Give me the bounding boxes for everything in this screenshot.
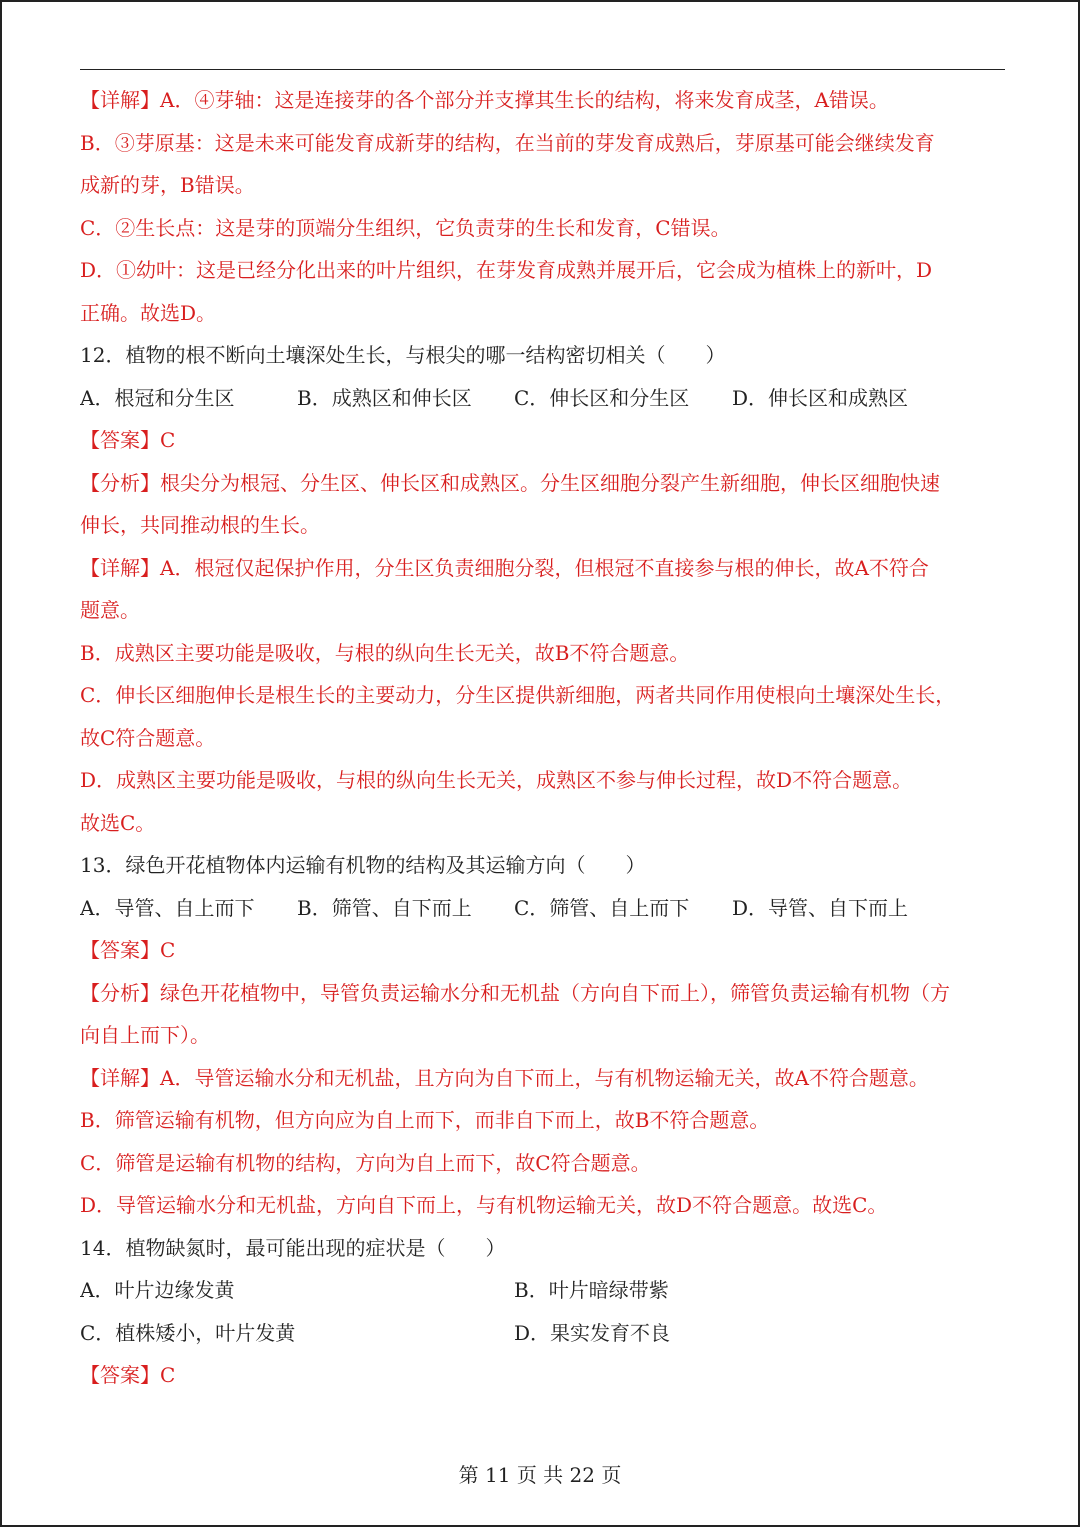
q13-analysis-line: 【分析】绿色开花植物中，导管负责运输水分和无机盐（方向自下而上），筛管负责运输有机物（方 [80, 980, 950, 1005]
q13-options [80, 887, 1005, 930]
q14-options-row-2 [80, 1312, 1005, 1355]
q12-stem: 12．植物的根不断向土壤深处生长，与根尖的哪一结构密切相关（ ） [80, 343, 726, 367]
q12-detail-line: 故C符合题意。 [80, 725, 216, 750]
page-number-footer: 第 11 页 共 22 页 [458, 1463, 622, 1487]
q12-answer: 【答案】C [80, 428, 176, 452]
q11-detail-line: B．③芽原基：这是未来可能发育成新芽的结构，在当前的芽发育成熟后，芽原基可能会继续发育 [80, 130, 935, 155]
q12-option-a: A．根冠和分生区 [80, 385, 235, 410]
header-rule [80, 69, 1005, 70]
q13-detail-line: 【详解】A．导管运输水分和无机盐，且方向为自下而上，与有机物运输无关，故A不符合题意。 [80, 1065, 929, 1090]
q12-detail-line: D．成熟区主要功能是吸收，与根的纵向生长无关，成熟区不参与伸长过程，故D不符合题意。 [80, 768, 913, 792]
q12-option-d: D．伸长区和成熟区 [732, 385, 909, 410]
q12-detail-line: C．伸长区细胞伸长是根生长的主要动力，分生区提供新细胞，两者共同作用使根向土壤深处生长， [80, 683, 956, 707]
q12-detail-line: 题意。 [80, 598, 140, 622]
q11-detail-line: 正确。故选D。 [80, 300, 217, 325]
q11-detail-line: C．②生长点：这是芽的顶端分生组织，它负责芽的生长和发育，C错误。 [80, 215, 731, 240]
q12-options [80, 377, 1005, 420]
q13-option-d: D．导管、自下而上 [732, 895, 909, 920]
q13-stem: 13．绿色开花植物体内运输有机物的结构及其运输方向（ ） [80, 853, 646, 877]
q13-detail-line: B．筛管运输有机物，但方向应为自上而下，而非自下而上，故B不符合题意。 [80, 1108, 770, 1132]
q14-options-row-1 [80, 1269, 1005, 1312]
q14-stem: 14．植物缺氮时，最可能出现的症状是（ ） [80, 1235, 506, 1260]
q13-answer: 【答案】C [80, 938, 176, 962]
q13-option-a: A．导管、自上而下 [80, 895, 255, 920]
q12-option-b: B．成熟区和伸长区 [297, 385, 472, 410]
q14-option-d: D．果实发育不良 [514, 1320, 671, 1345]
q11-detail-line: 【详解】A．④芽轴：这是连接芽的各个部分并支撑其生长的结构，将来发育成茎，A错误。 [80, 88, 889, 112]
q12-option-c: C．伸长区和分生区 [514, 385, 690, 410]
q13-option-c: C．筛管、自上而下 [514, 895, 690, 920]
page-content [80, 79, 1005, 1397]
q11-detail-line: 成新的芽，B错误。 [80, 173, 255, 197]
q11-detail-line: D．①幼叶：这是已经分化出来的叶片组织，在芽发育成熟并展开后，它会成为植株上的新叶，D [80, 258, 933, 282]
q14-option-b: B．叶片暗绿带紫 [514, 1278, 669, 1302]
q12-detail-line: 故选C。 [80, 810, 156, 835]
q12-detail-line: 【详解】A．根冠仅起保护作用，分生区负责细胞分裂，但根冠不直接参与根的伸长，故A不符合 [80, 555, 929, 580]
q12-detail-line: B．成熟区主要功能是吸收，与根的纵向生长无关，故B不符合题意。 [80, 640, 690, 665]
q14-option-a: A．叶片边缘发黄 [80, 1278, 235, 1302]
q14-answer: 【答案】C [80, 1363, 176, 1387]
q13-detail-line: C．筛管是运输有机物的结构，方向为自上而下，故C符合题意。 [80, 1150, 651, 1175]
q13-detail-line: D．导管运输水分和无机盐，方向自下而上，与有机物运输无关，故D不符合题意。故选C。 [80, 1193, 888, 1217]
q14-option-c: C．植株矮小，叶片发黄 [80, 1320, 296, 1345]
q12-analysis-line: 伸长，共同推动根的生长。 [80, 513, 320, 537]
q13-analysis-line: 向自上而下）。 [80, 1023, 210, 1047]
q13-option-b: B．筛管、自下而上 [297, 895, 472, 920]
q12-analysis-line: 【分析】根尖分为根冠、分生区、伸长区和成熟区。分生区细胞分裂产生新细胞，伸长区细胞快速 [80, 470, 940, 495]
